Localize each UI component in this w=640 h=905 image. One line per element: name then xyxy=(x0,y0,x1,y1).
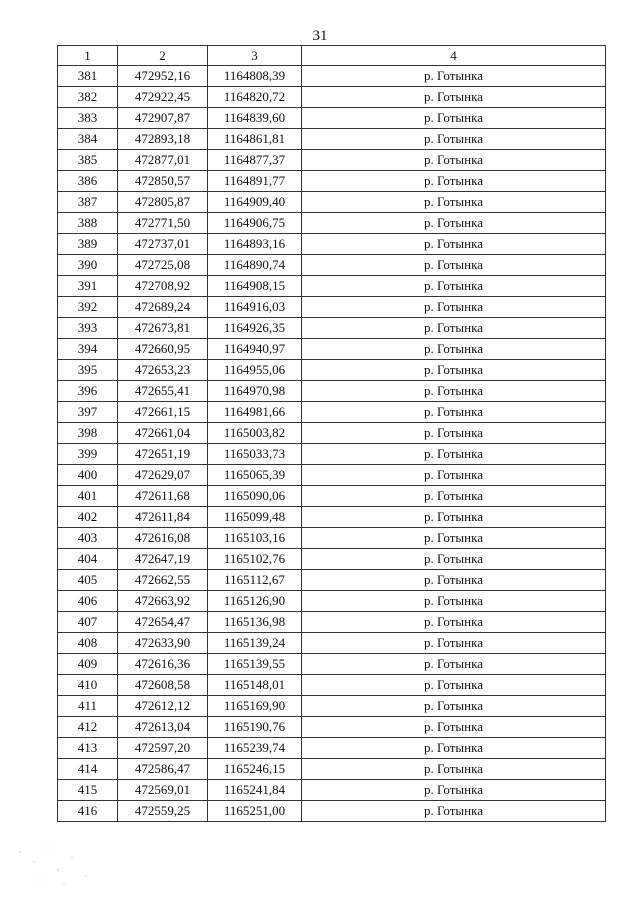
column-header-description: 4 xyxy=(302,46,606,66)
cell-x-coordinate: 472907,87 xyxy=(118,108,208,129)
table-row xyxy=(58,255,606,276)
table-row xyxy=(58,801,606,822)
cell-x-coordinate: 472612,12 xyxy=(118,696,208,717)
cell-description: р. Готынка xyxy=(302,360,606,381)
cell-x-coordinate: 472611,84 xyxy=(118,507,208,528)
cell-y-coordinate: 1164839,60 xyxy=(208,108,302,129)
cell-point-number: 410 xyxy=(58,675,118,696)
cell-y-coordinate: 1165169,90 xyxy=(208,696,302,717)
cell-point-number: 400 xyxy=(58,465,118,486)
cell-x-coordinate: 472771,50 xyxy=(118,213,208,234)
cell-y-coordinate: 1164877,37 xyxy=(208,150,302,171)
table-row xyxy=(58,528,606,549)
cell-point-number: 383 xyxy=(58,108,118,129)
cell-point-number: 386 xyxy=(58,171,118,192)
table-row xyxy=(58,654,606,675)
cell-y-coordinate: 1165241,84 xyxy=(208,780,302,801)
cell-x-coordinate: 472850,57 xyxy=(118,171,208,192)
cell-point-number: 382 xyxy=(58,87,118,108)
cell-point-number: 405 xyxy=(58,570,118,591)
cell-point-number: 415 xyxy=(58,780,118,801)
cell-point-number: 399 xyxy=(58,444,118,465)
cell-description: р. Готынка xyxy=(302,192,606,213)
cell-description: р. Готынка xyxy=(302,801,606,822)
cell-point-number: 390 xyxy=(58,255,118,276)
cell-y-coordinate: 1165099,48 xyxy=(208,507,302,528)
cell-x-coordinate: 472647,19 xyxy=(118,549,208,570)
cell-x-coordinate: 472597,20 xyxy=(118,738,208,759)
cell-x-coordinate: 472654,47 xyxy=(118,612,208,633)
table-row xyxy=(58,192,606,213)
cell-description: р. Готынка xyxy=(302,66,606,87)
cell-x-coordinate: 472616,08 xyxy=(118,528,208,549)
cell-description: р. Готынка xyxy=(302,759,606,780)
cell-y-coordinate: 1165033,73 xyxy=(208,444,302,465)
cell-description: р. Готынка xyxy=(302,234,606,255)
cell-x-coordinate: 472559,25 xyxy=(118,801,208,822)
cell-y-coordinate: 1165136,98 xyxy=(208,612,302,633)
table-row xyxy=(58,507,606,528)
column-header-point-number: 1 xyxy=(58,46,118,66)
cell-description: р. Готынка xyxy=(302,549,606,570)
cell-y-coordinate: 1164906,75 xyxy=(208,213,302,234)
cell-point-number: 388 xyxy=(58,213,118,234)
cell-y-coordinate: 1165103,16 xyxy=(208,528,302,549)
coordinates-table xyxy=(57,45,606,822)
table-row xyxy=(58,108,606,129)
table-row xyxy=(58,444,606,465)
cell-y-coordinate: 1164940,97 xyxy=(208,339,302,360)
cell-description: р. Готынка xyxy=(302,276,606,297)
table-row xyxy=(58,696,606,717)
cell-point-number: 403 xyxy=(58,528,118,549)
table-row xyxy=(58,486,606,507)
cell-description: р. Готынка xyxy=(302,780,606,801)
table-row xyxy=(58,675,606,696)
cell-x-coordinate: 472661,15 xyxy=(118,402,208,423)
cell-y-coordinate: 1164908,15 xyxy=(208,276,302,297)
cell-y-coordinate: 1165190,76 xyxy=(208,717,302,738)
cell-x-coordinate: 472689,24 xyxy=(118,297,208,318)
table-row xyxy=(58,612,606,633)
cell-description: р. Готынка xyxy=(302,717,606,738)
cell-x-coordinate: 472877,01 xyxy=(118,150,208,171)
table-row xyxy=(58,465,606,486)
cell-x-coordinate: 472725,08 xyxy=(118,255,208,276)
cell-description: р. Готынка xyxy=(302,465,606,486)
cell-description: р. Готынка xyxy=(302,570,606,591)
cell-y-coordinate: 1165139,24 xyxy=(208,633,302,654)
table-row xyxy=(58,339,606,360)
table-row xyxy=(58,759,606,780)
cell-description: р. Готынка xyxy=(302,171,606,192)
cell-point-number: 402 xyxy=(58,507,118,528)
scan-noise xyxy=(0,840,120,900)
cell-x-coordinate: 472661,04 xyxy=(118,423,208,444)
cell-y-coordinate: 1164909,40 xyxy=(208,192,302,213)
cell-description: р. Готынка xyxy=(302,591,606,612)
cell-x-coordinate: 472737,01 xyxy=(118,234,208,255)
table-row xyxy=(58,129,606,150)
cell-point-number: 407 xyxy=(58,612,118,633)
cell-description: р. Готынка xyxy=(302,108,606,129)
cell-x-coordinate: 472952,16 xyxy=(118,66,208,87)
cell-y-coordinate: 1165148,01 xyxy=(208,675,302,696)
cell-description: р. Готынка xyxy=(302,528,606,549)
table-row xyxy=(58,570,606,591)
cell-y-coordinate: 1165102,76 xyxy=(208,549,302,570)
table-row xyxy=(58,171,606,192)
cell-description: р. Готынка xyxy=(302,654,606,675)
cell-x-coordinate: 472660,95 xyxy=(118,339,208,360)
cell-point-number: 389 xyxy=(58,234,118,255)
cell-description: р. Готынка xyxy=(302,381,606,402)
cell-description: р. Готынка xyxy=(302,339,606,360)
cell-y-coordinate: 1164916,03 xyxy=(208,297,302,318)
cell-description: р. Готынка xyxy=(302,738,606,759)
cell-point-number: 408 xyxy=(58,633,118,654)
cell-y-coordinate: 1165239,74 xyxy=(208,738,302,759)
column-header-x: 2 xyxy=(118,46,208,66)
cell-x-coordinate: 472616,36 xyxy=(118,654,208,675)
table-row xyxy=(58,297,606,318)
table-row xyxy=(58,360,606,381)
cell-description: р. Готынка xyxy=(302,87,606,108)
cell-y-coordinate: 1165065,39 xyxy=(208,465,302,486)
cell-point-number: 404 xyxy=(58,549,118,570)
table-row xyxy=(58,402,606,423)
cell-x-coordinate: 472613,04 xyxy=(118,717,208,738)
cell-x-coordinate: 472586,47 xyxy=(118,759,208,780)
cell-description: р. Готынка xyxy=(302,297,606,318)
table-row xyxy=(58,381,606,402)
cell-x-coordinate: 472651,19 xyxy=(118,444,208,465)
cell-point-number: 414 xyxy=(58,759,118,780)
cell-description: р. Готынка xyxy=(302,150,606,171)
cell-y-coordinate: 1164890,74 xyxy=(208,255,302,276)
cell-point-number: 413 xyxy=(58,738,118,759)
cell-y-coordinate: 1164970,98 xyxy=(208,381,302,402)
cell-point-number: 384 xyxy=(58,129,118,150)
cell-y-coordinate: 1164820,72 xyxy=(208,87,302,108)
table-row xyxy=(58,150,606,171)
cell-point-number: 393 xyxy=(58,318,118,339)
cell-x-coordinate: 472662,55 xyxy=(118,570,208,591)
table-row xyxy=(58,591,606,612)
table-row xyxy=(58,234,606,255)
cell-x-coordinate: 472673,81 xyxy=(118,318,208,339)
table-row xyxy=(58,213,606,234)
cell-point-number: 391 xyxy=(58,276,118,297)
table-row xyxy=(58,87,606,108)
page-number: 31 xyxy=(312,28,328,44)
cell-description: р. Готынка xyxy=(302,696,606,717)
table-row xyxy=(58,276,606,297)
cell-x-coordinate: 472663,92 xyxy=(118,591,208,612)
cell-description: р. Готынка xyxy=(302,318,606,339)
table-row xyxy=(58,780,606,801)
cell-y-coordinate: 1165251,00 xyxy=(208,801,302,822)
cell-point-number: 396 xyxy=(58,381,118,402)
cell-description: р. Готынка xyxy=(302,507,606,528)
cell-y-coordinate: 1165112,67 xyxy=(208,570,302,591)
table-row xyxy=(58,633,606,654)
cell-y-coordinate: 1164926,35 xyxy=(208,318,302,339)
cell-point-number: 401 xyxy=(58,486,118,507)
cell-description: р. Готынка xyxy=(302,633,606,654)
cell-x-coordinate: 472608,58 xyxy=(118,675,208,696)
cell-point-number: 406 xyxy=(58,591,118,612)
column-header-y: 3 xyxy=(208,46,302,66)
cell-x-coordinate: 472655,41 xyxy=(118,381,208,402)
cell-x-coordinate: 472708,92 xyxy=(118,276,208,297)
cell-description: р. Готынка xyxy=(302,402,606,423)
cell-description: р. Готынка xyxy=(302,444,606,465)
cell-point-number: 409 xyxy=(58,654,118,675)
cell-point-number: 398 xyxy=(58,423,118,444)
cell-description: р. Готынка xyxy=(302,486,606,507)
cell-y-coordinate: 1165126,90 xyxy=(208,591,302,612)
cell-description: р. Готынка xyxy=(302,612,606,633)
cell-y-coordinate: 1164891,77 xyxy=(208,171,302,192)
cell-x-coordinate: 472629,07 xyxy=(118,465,208,486)
table-row xyxy=(58,717,606,738)
table-row xyxy=(58,549,606,570)
cell-y-coordinate: 1164808,39 xyxy=(208,66,302,87)
cell-description: р. Готынка xyxy=(302,129,606,150)
cell-y-coordinate: 1165139,55 xyxy=(208,654,302,675)
cell-point-number: 411 xyxy=(58,696,118,717)
cell-point-number: 395 xyxy=(58,360,118,381)
cell-x-coordinate: 472569,01 xyxy=(118,780,208,801)
cell-y-coordinate: 1164861,81 xyxy=(208,129,302,150)
cell-x-coordinate: 472893,18 xyxy=(118,129,208,150)
table-row xyxy=(58,66,606,87)
cell-description: р. Готынка xyxy=(302,675,606,696)
cell-y-coordinate: 1164955,06 xyxy=(208,360,302,381)
cell-point-number: 387 xyxy=(58,192,118,213)
table-row xyxy=(58,318,606,339)
table-row xyxy=(58,423,606,444)
cell-x-coordinate: 472653,23 xyxy=(118,360,208,381)
cell-description: р. Готынка xyxy=(302,423,606,444)
cell-point-number: 385 xyxy=(58,150,118,171)
cell-point-number: 392 xyxy=(58,297,118,318)
cell-point-number: 397 xyxy=(58,402,118,423)
cell-x-coordinate: 472922,45 xyxy=(118,87,208,108)
cell-point-number: 381 xyxy=(58,66,118,87)
cell-point-number: 412 xyxy=(58,717,118,738)
cell-y-coordinate: 1165003,82 xyxy=(208,423,302,444)
cell-x-coordinate: 472805,87 xyxy=(118,192,208,213)
cell-description: р. Готынка xyxy=(302,213,606,234)
cell-point-number: 394 xyxy=(58,339,118,360)
cell-y-coordinate: 1164981,66 xyxy=(208,402,302,423)
cell-x-coordinate: 472633,90 xyxy=(118,633,208,654)
table-header-row xyxy=(58,46,606,66)
cell-y-coordinate: 1165090,06 xyxy=(208,486,302,507)
cell-y-coordinate: 1165246,15 xyxy=(208,759,302,780)
cell-point-number: 416 xyxy=(58,801,118,822)
cell-x-coordinate: 472611,68 xyxy=(118,486,208,507)
cell-y-coordinate: 1164893,16 xyxy=(208,234,302,255)
table-row xyxy=(58,738,606,759)
cell-description: р. Готынка xyxy=(302,255,606,276)
